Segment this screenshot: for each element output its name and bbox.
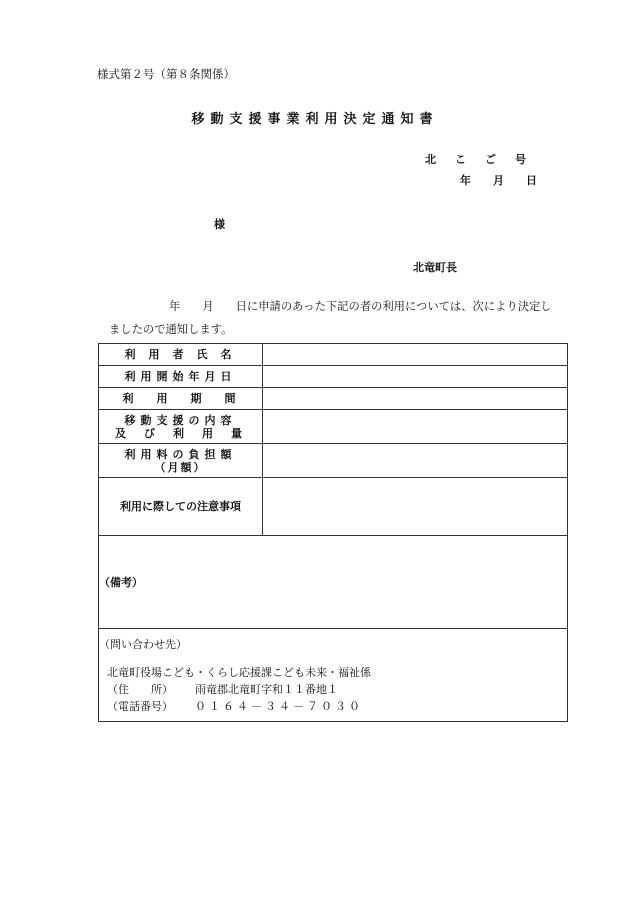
table-row	[99, 444, 568, 478]
label-usage-period: 利用期間	[99, 388, 263, 410]
issue-date: 年月日	[460, 174, 559, 187]
notice-month: 月	[202, 300, 214, 313]
issuer-name: 北竜町長	[413, 261, 457, 274]
value-service-content	[263, 410, 568, 444]
value-notes-on-use	[263, 478, 568, 536]
table-row	[99, 536, 568, 629]
notice-text-line1	[169, 298, 552, 314]
remarks-section	[99, 536, 568, 629]
remarks-label: （備考）	[99, 576, 143, 589]
table-row	[99, 410, 568, 444]
addressee-suffix: 様	[214, 218, 225, 231]
label-service-content: 移動支援の内容 及び利用量	[99, 410, 263, 444]
table-row	[99, 478, 568, 536]
document-number: 北こご号	[425, 153, 545, 166]
table-row	[99, 366, 568, 388]
contact-phone	[107, 698, 567, 715]
phone-value: ０１６４－３４－７０３０	[195, 699, 363, 713]
form-number-label: 様式第２号（第８条関係）	[97, 67, 235, 81]
value-start-date	[263, 366, 568, 388]
notice-text: 日に申請のあった下記の者の利用については、次により決定し	[235, 300, 552, 313]
value-fee-amount	[263, 444, 568, 478]
phone-key: （電話番号）	[107, 699, 173, 713]
notice-text-line2: ましたので通知します。	[109, 323, 233, 336]
contact-address	[107, 681, 567, 698]
contact-heading: （問い合わせ先）	[99, 637, 187, 651]
table-row	[99, 629, 568, 722]
label-fee-amount: 利用料の負担額 （月額）	[99, 444, 263, 478]
label-user-name: 利用者氏名	[99, 344, 263, 366]
table-row	[99, 388, 568, 410]
value-user-name	[263, 344, 568, 366]
contact-section	[99, 629, 568, 722]
value-usage-period	[263, 388, 568, 410]
table-row	[99, 344, 568, 366]
address-key: （住 所）	[107, 682, 173, 696]
label-start-date: 利用開始年月日	[99, 366, 263, 388]
contact-department: 北竜町役場こども・くらし応援課こども未来・福祉係	[107, 665, 371, 679]
label-notes-on-use: 利用に際しての注意事項	[99, 478, 263, 536]
document-title: 移動支援事業利用決定通知書	[191, 112, 439, 127]
address-value: 雨竜郡北竜町字和１１番地１	[195, 682, 338, 696]
decision-table	[98, 343, 568, 722]
notice-year: 年	[169, 300, 181, 313]
